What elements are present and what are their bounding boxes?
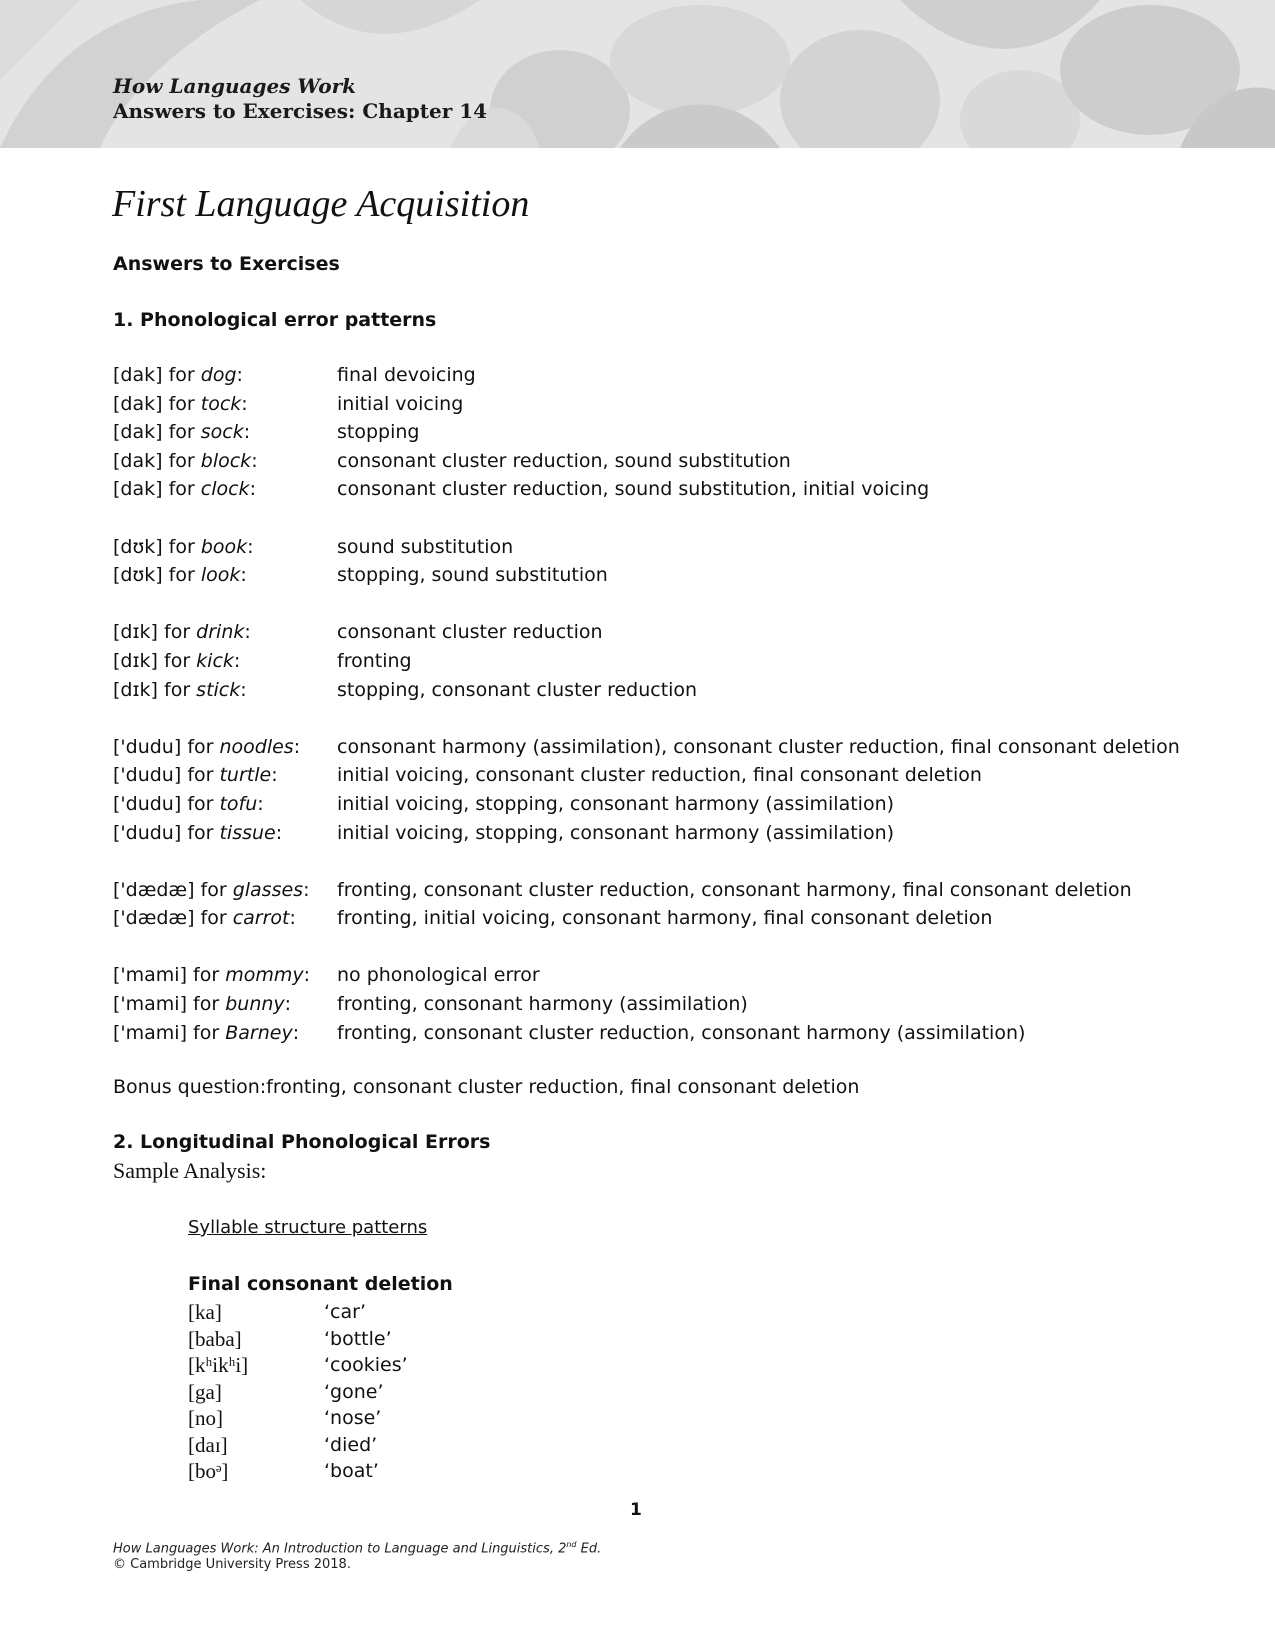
child-form: ['mami] for bunny: bbox=[113, 993, 292, 1016]
ipa-form: [dak] bbox=[113, 478, 163, 501]
ipa-form: ['dudu] bbox=[113, 764, 182, 787]
target-word: Barney bbox=[225, 1021, 293, 1044]
pattern-row bbox=[113, 447, 1233, 476]
pattern-row bbox=[113, 390, 1233, 419]
error-description: initial voicing, stopping, consonant harmony (assimilation) bbox=[337, 821, 895, 844]
for-word: for bbox=[187, 792, 214, 815]
footer-edition: Ed. bbox=[576, 1541, 602, 1557]
ipa-form: ['mami] bbox=[113, 993, 187, 1016]
gloss: ‘bottle’ bbox=[324, 1327, 392, 1350]
ipa-form: [ga] bbox=[188, 1379, 222, 1404]
ipa-form: [dɪk] bbox=[113, 678, 158, 701]
gloss: ‘boat’ bbox=[324, 1460, 379, 1482]
child-form: ['mami] for mommy: bbox=[113, 964, 311, 987]
target-word: block bbox=[200, 449, 252, 472]
child-form: [dak] for clock: bbox=[113, 478, 256, 501]
pattern-row bbox=[113, 733, 1233, 762]
error-description: fronting, consonant harmony (assimilation) bbox=[337, 993, 748, 1016]
error-description: fronting, consonant cluster reduction, consonant harmony, final consonant deletion bbox=[337, 878, 1132, 901]
target-word: bunny bbox=[225, 993, 285, 1016]
for-word: for bbox=[168, 392, 195, 415]
syllable-structure-heading: Syllable structure patterns bbox=[188, 1217, 428, 1238]
pattern-row bbox=[113, 618, 1233, 647]
section1-heading: 1. Phonological error patterns bbox=[113, 309, 437, 331]
error-description: initial voicing, stopping, consonant harmony (assimilation) bbox=[337, 792, 895, 815]
child-form: ['dædæ] for carrot: bbox=[113, 907, 296, 930]
pattern-row bbox=[113, 647, 1233, 676]
ipa-form: ['dudu] bbox=[113, 792, 182, 815]
child-form: [dɪk] for kick: bbox=[113, 649, 241, 672]
pattern-row bbox=[113, 904, 1233, 933]
footer-title: How Languages Work: An Introduction to Language and Linguistics, 2 bbox=[113, 1541, 567, 1557]
error-description: stopping, consonant cluster reduction bbox=[337, 678, 698, 701]
section2-heading: 2. Longitudinal Phonological Errors bbox=[113, 1131, 491, 1153]
error-description: consonant cluster reduction, sound substitution, initial voicing bbox=[337, 478, 930, 501]
ipa-form: ['dædæ] bbox=[113, 878, 195, 901]
child-form: [dʊk] for book: bbox=[113, 535, 254, 558]
for-word: for bbox=[193, 964, 220, 987]
pattern-row bbox=[113, 418, 1233, 447]
ipa-form: ['dædæ] bbox=[113, 907, 195, 930]
error-description: consonant cluster reduction, sound substitution bbox=[337, 449, 791, 472]
target-word: clock bbox=[200, 478, 250, 501]
ipa-form: [dʊk] bbox=[113, 535, 163, 558]
footer-sup: nd bbox=[566, 1540, 577, 1549]
pattern-row bbox=[113, 1019, 1233, 1048]
target-word: stick bbox=[196, 678, 241, 701]
pattern-row bbox=[113, 961, 1233, 990]
gloss: ‘car’ bbox=[324, 1301, 366, 1323]
header-banner bbox=[0, 0, 1275, 148]
target-word: book bbox=[200, 535, 248, 558]
ipa-form: [dak] bbox=[113, 421, 163, 444]
target-word: tofu bbox=[219, 792, 258, 815]
pattern-row bbox=[113, 533, 1233, 562]
for-word: for bbox=[193, 1021, 220, 1044]
target-word: tock bbox=[200, 392, 242, 415]
ipa-form: [dʊk] bbox=[113, 564, 163, 587]
ipa-form: [dɪk] bbox=[113, 621, 158, 644]
target-word: tissue bbox=[219, 821, 276, 844]
ipa-form: ['dudu] bbox=[113, 821, 182, 844]
ipa-form: [dak] bbox=[113, 364, 163, 386]
ipa-form: ['mami] bbox=[113, 964, 187, 987]
for-word: for bbox=[168, 421, 195, 444]
ipa-form: [dɪk] bbox=[113, 649, 158, 672]
ipa-form: [ka] bbox=[188, 1300, 222, 1324]
child-form: [dak] for sock: bbox=[113, 421, 251, 444]
ipa-form: [daɪ] bbox=[188, 1432, 228, 1457]
target-word: look bbox=[200, 564, 241, 587]
error-pattern-list bbox=[113, 361, 1233, 1047]
ipa-form: [boᵊ] bbox=[188, 1459, 229, 1483]
gloss: ‘gone’ bbox=[324, 1380, 384, 1403]
for-word: for bbox=[168, 535, 195, 558]
target-word: noodles bbox=[219, 735, 294, 758]
pattern-row bbox=[113, 761, 1233, 790]
bonus-answer: fronting, consonant cluster reduction, final consonant deletion bbox=[266, 1076, 860, 1098]
pattern-row bbox=[113, 876, 1233, 905]
error-description: fronting, initial voicing, consonant harmony, final consonant deletion bbox=[337, 907, 993, 930]
for-word: for bbox=[187, 821, 214, 844]
target-word: sock bbox=[200, 421, 244, 444]
target-word: turtle bbox=[219, 764, 272, 787]
ipa-form: [no] bbox=[188, 1406, 223, 1430]
pattern-row bbox=[113, 819, 1233, 848]
ipa-form: [kʰikʰi] bbox=[188, 1353, 249, 1377]
gloss: ‘died’ bbox=[324, 1433, 378, 1456]
for-word: for bbox=[200, 907, 227, 930]
bonus-label: Bonus question: bbox=[113, 1076, 267, 1098]
child-form: [dʊk] for look: bbox=[113, 564, 247, 587]
answers-heading: Answers to Exercises bbox=[113, 253, 340, 275]
gloss: ‘nose’ bbox=[324, 1407, 382, 1429]
child-form: [dak] for block: bbox=[113, 449, 258, 472]
for-word: for bbox=[168, 364, 195, 386]
for-word: for bbox=[164, 621, 191, 644]
child-form: [dɪk] for drink: bbox=[113, 621, 251, 644]
child-form: [dak] for tock: bbox=[113, 392, 248, 415]
target-word: glasses bbox=[232, 878, 304, 901]
page-title: First Language Acquisition bbox=[112, 183, 530, 225]
child-form: ['dudu] for turtle: bbox=[113, 764, 278, 787]
page-number: 1 bbox=[630, 1500, 642, 1520]
child-form: ['dudu] for tissue: bbox=[113, 821, 283, 844]
for-word: for bbox=[187, 735, 214, 758]
ipa-form: ['mami] bbox=[113, 1021, 187, 1044]
error-description: consonant cluster reduction bbox=[337, 621, 603, 644]
target-word: mommy bbox=[225, 964, 304, 987]
chapter-line: Answers to Exercises: Chapter 14 bbox=[113, 99, 488, 123]
for-word: for bbox=[164, 678, 191, 701]
ipa-form: [dak] bbox=[113, 449, 163, 472]
pattern-row bbox=[113, 790, 1233, 819]
for-word: for bbox=[200, 878, 227, 901]
pattern-row bbox=[113, 561, 1233, 590]
child-form: ['dudu] for noodles: bbox=[113, 735, 301, 758]
child-form: [dak] for dog: bbox=[113, 364, 243, 386]
for-word: for bbox=[187, 764, 214, 787]
child-form: [dɪk] for stick: bbox=[113, 678, 247, 701]
target-word: dog bbox=[200, 364, 237, 386]
error-description: stopping bbox=[337, 421, 420, 444]
ipa-form: ['dudu] bbox=[113, 735, 182, 758]
error-description: sound substitution bbox=[337, 535, 514, 558]
bonus-question bbox=[113, 1076, 859, 1098]
ipa-form: [baba] bbox=[188, 1326, 242, 1351]
book-title: How Languages Work bbox=[113, 74, 356, 98]
error-description: fronting, consonant cluster reduction, consonant harmony (assimilation) bbox=[337, 1021, 1026, 1044]
error-description: fronting bbox=[337, 649, 412, 672]
for-word: for bbox=[168, 449, 195, 472]
for-word: for bbox=[168, 564, 195, 587]
footer-copyright: © Cambridge University Press 2018. bbox=[113, 1557, 351, 1572]
for-word: for bbox=[193, 993, 220, 1016]
error-description: initial voicing bbox=[337, 392, 464, 415]
ipa-form: [dak] bbox=[113, 392, 163, 415]
target-word: kick bbox=[196, 649, 234, 672]
gloss: ‘cookies’ bbox=[324, 1354, 408, 1376]
pattern-row bbox=[113, 475, 1233, 504]
target-word: drink bbox=[196, 621, 245, 644]
for-word: for bbox=[168, 478, 195, 501]
child-form: ['dædæ] for glasses: bbox=[113, 878, 310, 901]
final-consonant-deletion-heading: Final consonant deletion bbox=[188, 1273, 453, 1295]
error-description: no phonological error bbox=[337, 964, 540, 987]
child-form: ['dudu] for tofu: bbox=[113, 792, 264, 815]
for-word: for bbox=[164, 649, 191, 672]
pattern-row bbox=[113, 990, 1233, 1019]
error-description: initial voicing, consonant cluster reduction, final consonant deletion bbox=[337, 764, 982, 787]
pattern-row bbox=[113, 676, 1233, 705]
sample-analysis-label: Sample Analysis: bbox=[113, 1158, 267, 1183]
child-form: ['mami] for Barney: bbox=[113, 1021, 300, 1044]
target-word: carrot bbox=[232, 907, 290, 930]
error-description: stopping, sound substitution bbox=[337, 564, 608, 587]
pattern-row bbox=[113, 361, 1233, 390]
error-description: consonant harmony (assimilation), consonant cluster reduction, final consonant deletion bbox=[337, 735, 1180, 758]
footer-citation bbox=[113, 1540, 601, 1556]
error-description: final devoicing bbox=[337, 364, 476, 386]
